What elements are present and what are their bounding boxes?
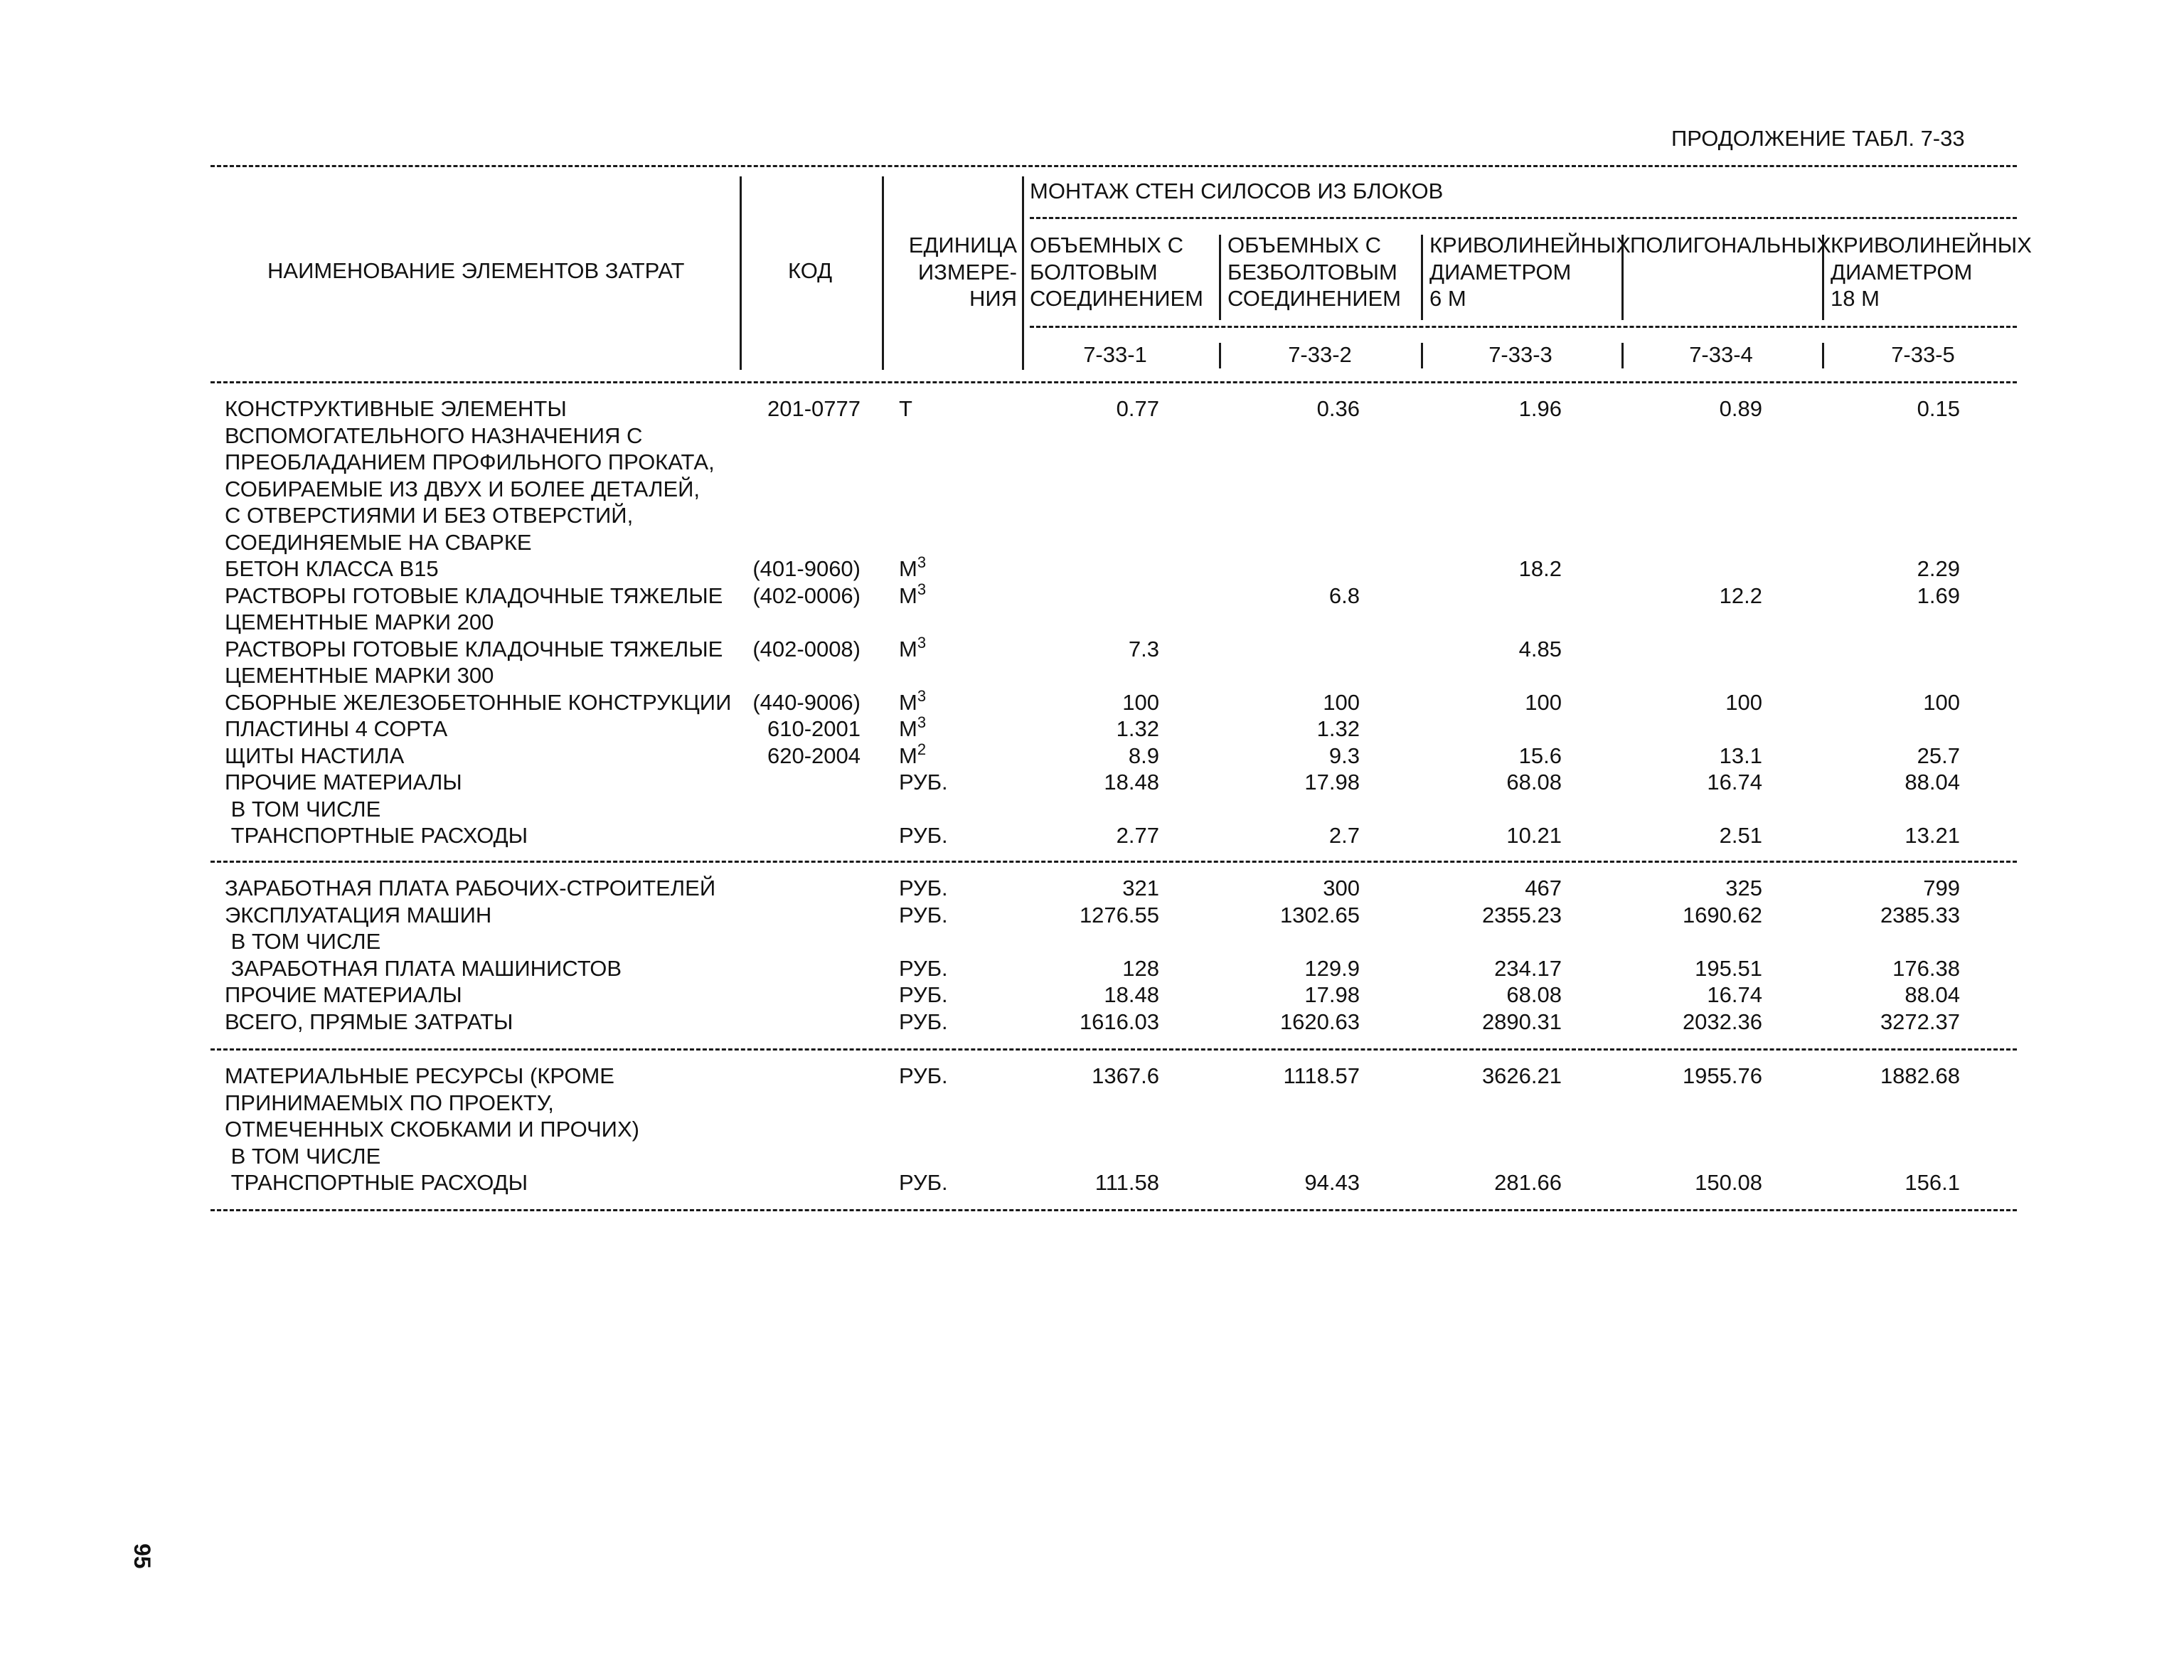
unit-superscript: 3 bbox=[917, 686, 927, 705]
row-value-col-5: 100 bbox=[1923, 689, 1960, 715]
row-value-col-2: 17.98 bbox=[1304, 770, 1360, 794]
row-name-line: ПЛАСТИНЫ 4 СОРТА bbox=[225, 716, 448, 741]
row-value-col-3: 4.85 bbox=[1518, 636, 1562, 661]
row-value-col-3: 2355.23 bbox=[1481, 902, 1562, 927]
row-value-col-2: 94.43 bbox=[1304, 1170, 1360, 1195]
column-2-header-line: ОБЪЕМНЫХ С bbox=[1227, 233, 1381, 257]
row-value-col-5: 799 bbox=[1923, 876, 1960, 900]
row-name-line: СОЕДИНЯЕМЫЕ НА СВАРКЕ bbox=[225, 529, 532, 555]
header-bar-col-3 bbox=[1421, 235, 1423, 320]
row-value-col-5: 156.1 bbox=[1905, 1170, 1960, 1195]
row-value-col-5: 176.38 bbox=[1892, 955, 1960, 981]
row-value-col-2: 6.8 bbox=[1328, 583, 1360, 608]
row-name-line: ПРОЧИЕ МАТЕРИАЛЫ bbox=[225, 982, 462, 1007]
row-code: 610-2001 bbox=[767, 716, 861, 741]
column-3-header-line: ДИАМЕТРОМ bbox=[1429, 259, 1572, 285]
row-value-col-5: 3272.37 bbox=[1880, 1009, 1960, 1034]
unit-superscript: 2 bbox=[917, 740, 927, 758]
header-unit-label-line: ИЗМЕРЕ- bbox=[917, 259, 1017, 285]
row-value-col-1: 1616.03 bbox=[1079, 1009, 1159, 1034]
header-bottom-rule bbox=[211, 381, 2017, 383]
column-3-header-line: 6 М bbox=[1429, 286, 1466, 311]
header-name-label: НАИМЕНОВАНИЕ ЭЛЕМЕНТОВ ЗАТРАТ bbox=[267, 258, 685, 283]
row-name-line: ЭКСПЛУАТАЦИЯ МАШИН bbox=[225, 902, 492, 927]
row-value-col-3: 234.17 bbox=[1494, 955, 1562, 981]
row-value-col-1: 321 bbox=[1122, 876, 1159, 900]
row-value-col-2: 2.7 bbox=[1328, 823, 1360, 848]
row-value-col-1: 0.77 bbox=[1116, 396, 1159, 421]
row-value-col-1: 1367.6 bbox=[1092, 1063, 1159, 1088]
row-value-col-4: 13.1 bbox=[1719, 743, 1762, 768]
row-value-col-4: 195.51 bbox=[1695, 955, 1762, 981]
unit-superscript: 3 bbox=[917, 713, 927, 731]
row-code: (402-0008) bbox=[752, 636, 861, 661]
column-5-code: 7-33-5 bbox=[1891, 342, 1955, 367]
row-unit: $М^3$ bbox=[899, 580, 927, 608]
row-unit: РУБ. bbox=[899, 770, 948, 794]
row-value-col-4: 12.2 bbox=[1719, 583, 1762, 608]
row-unit: $М^2$ bbox=[899, 740, 927, 768]
row-name-line: ЦЕМЕНТНЫЕ МАРКИ 300 bbox=[225, 663, 494, 688]
column-1-code: 7-33-1 bbox=[1083, 342, 1147, 367]
table-caption: ПРОДОЛЖЕНИЕ ТАБЛ. 7-33 bbox=[1671, 126, 1965, 151]
row-name-line: ТРАНСПОРТНЫЕ РАСХОДЫ bbox=[225, 1170, 528, 1195]
header-unit-label-line: НИЯ bbox=[969, 286, 1017, 311]
row-name-line: В ТОМ ЧИСЛЕ bbox=[225, 929, 381, 954]
row-code: 201-0777 bbox=[767, 396, 861, 421]
row-value-col-2: 1118.57 bbox=[1283, 1063, 1360, 1088]
row-unit: РУБ. bbox=[899, 902, 948, 927]
row-value-col-2: 1620.63 bbox=[1279, 1009, 1360, 1034]
row-value-col-3: 467 bbox=[1525, 876, 1562, 900]
row-unit: РУБ. bbox=[899, 982, 948, 1007]
row-value-col-2: 0.36 bbox=[1316, 396, 1360, 421]
row-value-col-3: 100 bbox=[1525, 689, 1562, 715]
row-name-line: ПРЕОБЛАДАНИЕМ ПРОФИЛЬНОГО ПРОКАТА, bbox=[225, 450, 715, 474]
row-value-col-1: 100 bbox=[1122, 689, 1159, 715]
row-value-col-2: 300 bbox=[1323, 876, 1360, 900]
row-value-col-1: 128 bbox=[1122, 955, 1159, 981]
row-value-col-1: 18.48 bbox=[1104, 770, 1159, 794]
row-value-col-1: 7.3 bbox=[1128, 636, 1159, 661]
header-bar-code-col-5 bbox=[1822, 343, 1824, 368]
row-value-col-5: 2.29 bbox=[1917, 556, 1960, 581]
row-value-col-4: 100 bbox=[1725, 689, 1762, 715]
row-name-line: СБОРНЫЕ ЖЕЛЕЗОБЕТОННЫЕ КОНСТРУКЦИИ bbox=[225, 689, 732, 715]
row-value-col-3: 281.66 bbox=[1494, 1170, 1562, 1195]
row-value-col-1: 1.32 bbox=[1116, 716, 1159, 741]
row-unit: Т bbox=[899, 396, 912, 421]
header-group-title: МОНТАЖ СТЕН СИЛОСОВ ИЗ БЛОКОВ bbox=[1030, 179, 1444, 203]
row-value-col-3: 68.08 bbox=[1506, 770, 1562, 794]
row-value-col-3: 10.21 bbox=[1506, 823, 1562, 848]
column-3-header-line: КРИВОЛИНЕЙНЫХ bbox=[1429, 233, 1631, 257]
header-bar-code-col-3 bbox=[1421, 343, 1423, 368]
row-value-col-5: 88.04 bbox=[1905, 982, 1960, 1007]
row-code: (440-9006) bbox=[752, 689, 861, 715]
row-unit: $М^3$ bbox=[899, 633, 927, 661]
row-value-col-4: 0.89 bbox=[1719, 396, 1762, 421]
column-1-header-line: ОБЪЕМНЫХ С bbox=[1030, 233, 1183, 257]
row-value-col-1: 8.9 bbox=[1128, 743, 1159, 768]
row-unit: РУБ. bbox=[899, 876, 948, 900]
row-name-line: ВСПОМОГАТЕЛЬНОГО НАЗНАЧЕНИЯ С bbox=[225, 422, 643, 448]
row-unit: $М^3$ bbox=[899, 553, 927, 581]
header-unit-label-line: ЕДИНИЦА bbox=[908, 233, 1017, 257]
row-name-line: ЩИТЫ НАСТИЛА bbox=[225, 743, 405, 768]
header-top-rule bbox=[211, 165, 2017, 167]
header-bar-col-2 bbox=[1219, 235, 1221, 320]
row-name-line: ЗАРАБОТНАЯ ПЛАТА МАШИНИСТОВ bbox=[225, 955, 622, 981]
row-value-col-1: 2.77 bbox=[1116, 823, 1159, 848]
row-value-col-3: 15.6 bbox=[1518, 743, 1562, 768]
row-value-col-2: 9.3 bbox=[1328, 743, 1360, 768]
column-5-header-line: КРИВОЛИНЕЙНЫХ bbox=[1831, 233, 2032, 257]
row-unit: $М^3$ bbox=[899, 686, 927, 715]
column-2-header-line: БЕЗБОЛТОВЫМ bbox=[1227, 259, 1397, 285]
row-value-col-3: 1.96 bbox=[1518, 396, 1562, 421]
row-value-col-1: 1276.55 bbox=[1079, 902, 1159, 927]
header-bar-code-col-2 bbox=[1219, 343, 1221, 368]
row-unit: РУБ. bbox=[899, 1063, 948, 1088]
row-value-col-4: 1690.62 bbox=[1682, 902, 1762, 927]
header-bar-code-col-4 bbox=[1621, 343, 1624, 368]
row-name-line: В ТОМ ЧИСЛЕ bbox=[225, 796, 381, 822]
row-name-line: ОТМЕЧЕННЫХ СКОБКАМИ И ПРОЧИХ) bbox=[225, 1117, 639, 1142]
header-code-label: КОД bbox=[788, 258, 833, 283]
row-value-col-3: 2890.31 bbox=[1481, 1009, 1562, 1034]
row-value-col-5: 2385.33 bbox=[1880, 902, 1960, 927]
header-bar-code-unit bbox=[882, 176, 884, 370]
column-2-code: 7-33-2 bbox=[1288, 342, 1352, 367]
row-unit: $М^3$ bbox=[899, 713, 927, 741]
row-value-col-2: 100 bbox=[1323, 689, 1360, 715]
unit-superscript: 3 bbox=[917, 633, 927, 652]
row-name-line: МАТЕРИАЛЬНЫЕ РЕСУРСЫ (КРОМЕ bbox=[225, 1063, 614, 1088]
unit-superscript: 3 bbox=[917, 580, 927, 598]
column-4-code: 7-33-4 bbox=[1689, 342, 1753, 367]
section-2-bottom-rule bbox=[211, 1048, 2017, 1051]
header-sub-rule bbox=[1030, 217, 2017, 219]
row-value-col-2: 1.32 bbox=[1316, 716, 1360, 741]
row-name-line: В ТОМ ЧИСЛЕ bbox=[225, 1143, 381, 1169]
header-bar-name-code bbox=[740, 176, 742, 370]
row-value-col-1: 18.48 bbox=[1104, 982, 1159, 1007]
row-name-line: С ОТВЕРСТИЯМИ И БЕЗ ОТВЕРСТИЙ, bbox=[225, 503, 634, 528]
column-2-header-line: СОЕДИНЕНИЕМ bbox=[1227, 286, 1402, 311]
row-value-col-5: 0.15 bbox=[1917, 396, 1960, 421]
section-3-bottom-rule bbox=[211, 1209, 2017, 1211]
column-1-header-line: СОЕДИНЕНИЕМ bbox=[1030, 286, 1204, 311]
column-5-header-line: ДИАМЕТРОМ bbox=[1831, 259, 1973, 285]
row-value-col-4: 2032.36 bbox=[1682, 1009, 1762, 1034]
row-unit: РУБ. bbox=[899, 955, 948, 981]
row-value-col-4: 16.74 bbox=[1707, 982, 1762, 1007]
column-5-header-line: 18 М bbox=[1831, 286, 1880, 311]
row-value-col-3: 68.08 bbox=[1506, 982, 1562, 1007]
row-value-col-2: 1302.65 bbox=[1279, 902, 1360, 927]
row-code: (402-0006) bbox=[752, 583, 861, 608]
row-name-line: ВСЕГО, ПРЯМЫЕ ЗАТРАТЫ bbox=[225, 1009, 513, 1034]
row-unit: РУБ. bbox=[899, 1009, 948, 1034]
row-name-line: ПРОЧИЕ МАТЕРИАЛЫ bbox=[225, 770, 462, 794]
column-3-code: 7-33-3 bbox=[1488, 342, 1552, 367]
row-value-col-4: 325 bbox=[1725, 876, 1762, 900]
column-1-header-line: БОЛТОВЫМ bbox=[1030, 259, 1158, 285]
row-unit: РУБ. bbox=[899, 1170, 948, 1195]
row-value-col-5: 1.69 bbox=[1917, 583, 1960, 608]
row-value-col-5: 1882.68 bbox=[1880, 1063, 1960, 1088]
row-name-line: ТРАНСПОРТНЫЕ РАСХОДЫ bbox=[225, 823, 528, 848]
page-number: 95 bbox=[129, 1543, 155, 1569]
row-value-col-4: 150.08 bbox=[1695, 1170, 1762, 1195]
row-code: 620-2004 bbox=[767, 743, 861, 768]
column-4-header-line: ПОЛИГОНАЛЬНЫХ bbox=[1630, 233, 1831, 257]
unit-superscript: 3 bbox=[917, 553, 927, 571]
row-value-col-2: 17.98 bbox=[1304, 982, 1360, 1007]
header-code-rule bbox=[1030, 326, 2017, 328]
row-value-col-2: 129.9 bbox=[1304, 955, 1360, 981]
row-name-line: СОБИРАЕМЫЕ ИЗ ДВУХ И БОЛЕЕ ДЕТАЛЕЙ, bbox=[225, 476, 701, 501]
row-name-line: БЕТОН КЛАССА В15 bbox=[225, 556, 439, 581]
row-value-col-4: 2.51 bbox=[1719, 823, 1762, 848]
row-value-col-5: 25.7 bbox=[1917, 743, 1960, 768]
header-bar-unit-group bbox=[1022, 176, 1024, 370]
row-name-line: ПРИНИМАЕМЫХ ПО ПРОЕКТУ, bbox=[225, 1090, 554, 1115]
row-value-col-3: 18.2 bbox=[1518, 556, 1562, 581]
row-name-line: ЦЕМЕНТНЫЕ МАРКИ 200 bbox=[225, 610, 494, 634]
row-value-col-5: 13.21 bbox=[1905, 823, 1960, 848]
row-name-line: РАСТВОРЫ ГОТОВЫЕ КЛАДОЧНЫЕ ТЯЖЕЛЫЕ bbox=[225, 636, 723, 661]
row-value-col-5: 88.04 bbox=[1905, 770, 1960, 794]
row-value-col-1: 111.58 bbox=[1094, 1170, 1159, 1195]
row-value-col-4: 16.74 bbox=[1707, 770, 1762, 794]
row-name-line: КОНСТРУКТИВНЫЕ ЭЛЕМЕНТЫ bbox=[225, 396, 567, 421]
section-1-bottom-rule bbox=[211, 861, 2017, 863]
row-name-line: РАСТВОРЫ ГОТОВЫЕ КЛАДОЧНЫЕ ТЯЖЕЛЫЕ bbox=[225, 583, 723, 608]
row-value-col-3: 3626.21 bbox=[1481, 1063, 1562, 1088]
row-value-col-4: 1955.76 bbox=[1682, 1063, 1762, 1088]
row-name-line: ЗАРАБОТНАЯ ПЛАТА РАБОЧИХ-СТРОИТЕЛЕЙ bbox=[225, 876, 716, 900]
row-code: (401-9060) bbox=[752, 556, 861, 581]
row-unit: РУБ. bbox=[899, 823, 948, 848]
